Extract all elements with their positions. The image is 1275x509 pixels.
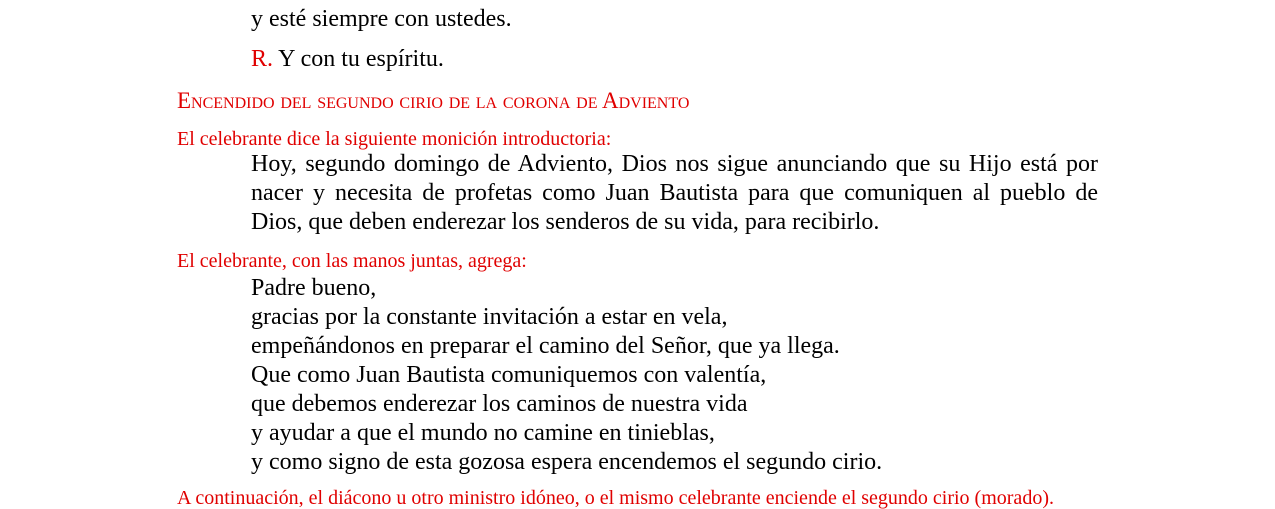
prayer-line: gracias por la constante invitación a estar en vela, xyxy=(251,304,728,330)
response-line xyxy=(251,47,444,71)
prayer-line: que debemos enderezar los caminos de nuestra vida xyxy=(251,391,748,417)
prayer-line: empeñándonos en preparar el camino del Señor, que ya llega. xyxy=(251,333,840,359)
rubric-prayer: El celebrante, con las manos juntas, agrega: xyxy=(177,250,527,272)
greeting-line: y esté siempre con ustedes. xyxy=(251,6,512,32)
monition-line: Dios, que deben enderezar los senderos de su vida, para recibirlo. xyxy=(251,209,880,235)
response-marker: R. xyxy=(251,46,274,72)
monition-line: Hoy, segundo domingo de Adviento, Dios nos sigue anunciando que su Hijo está por xyxy=(251,151,1098,177)
prayer-line: y ayudar a que el mundo no camine en tinieblas, xyxy=(251,420,715,446)
response-text: Y con tu espíritu. xyxy=(278,46,444,72)
monition-line: nacer y necesita de profetas como Juan Bautista para que comuniquen al pueblo de xyxy=(251,180,1098,206)
prayer-line: y como signo de esta gozosa espera encendemos el segundo cirio. xyxy=(251,449,883,475)
rubric-intro: El celebrante dice la siguiente monición introductoria: xyxy=(177,128,612,150)
rubric-next: A continuación, el diácono u otro ministro idóneo, o el mismo celebrante enciende el segundo cirio (morado). xyxy=(177,487,1054,509)
section-heading: Encendido del segundo cirio de la corona de Adviento xyxy=(177,88,690,113)
monition-paragraph xyxy=(251,150,1098,237)
prayer-line: Que como Juan Bautista comuniquemos con valentía, xyxy=(251,362,767,388)
prayer-line: Padre bueno, xyxy=(251,275,377,301)
